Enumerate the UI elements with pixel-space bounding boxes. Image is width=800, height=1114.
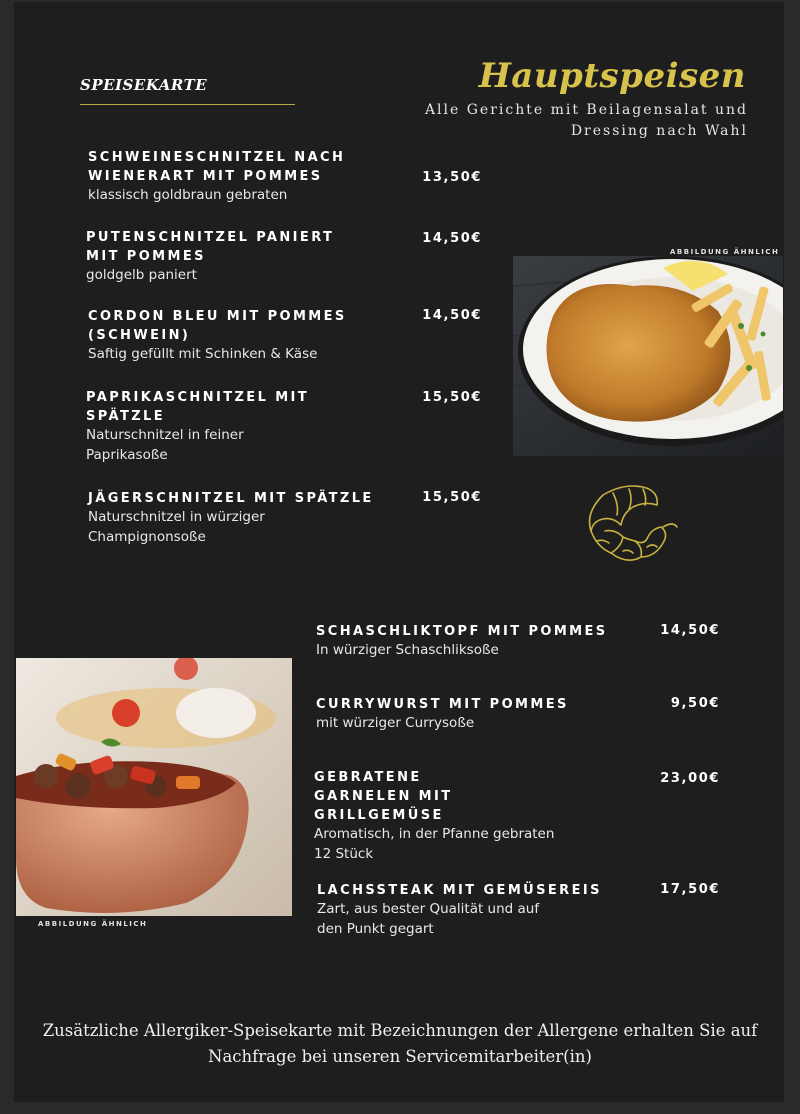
menu-item bbox=[88, 148, 378, 206]
dish-description: goldgelb paniert bbox=[86, 267, 197, 283]
menu-item bbox=[314, 768, 559, 864]
menu-item bbox=[86, 388, 316, 465]
dish-description: Naturschnitzel in feiner Paprikasoße bbox=[86, 427, 244, 463]
dish-name: JÄGERSCHNITZEL MIT SPÄTZLE bbox=[88, 491, 374, 506]
menu-item bbox=[316, 695, 636, 734]
dish-name: GEBRATENE GARNELEN MIT GRILLGEMÜSE bbox=[314, 770, 453, 823]
dish-price: 14,50€ bbox=[660, 623, 720, 638]
dish-price: 9,50€ bbox=[670, 696, 720, 711]
dish-price: 13,50€ bbox=[422, 170, 482, 185]
dish-description: Aromatisch, in der Pfanne gebraten 12 Stück bbox=[314, 826, 555, 862]
dish-name: CURRYWURST MIT POMMES bbox=[316, 697, 569, 712]
photo-caption: ABBILDUNG ÄHNLICH bbox=[38, 920, 148, 928]
dish-description: mit würziger Currysoße bbox=[316, 715, 475, 731]
brand-label: SPEISEKARTE bbox=[80, 76, 208, 94]
dish-name: CORDON BLEU MIT POMMES (SCHWEIN) bbox=[88, 309, 347, 343]
dish-description: Saftig gefüllt mit Schinken & Käse bbox=[88, 346, 318, 362]
dish-name: PUTENSCHNITZEL PANIERT MIT POMMES bbox=[86, 230, 335, 264]
dish-name: PAPRIKASCHNITZEL MIT SPÄTZLE bbox=[86, 390, 310, 424]
stew-photo bbox=[16, 658, 292, 916]
menu-item bbox=[317, 881, 617, 939]
dish-price: 23,00€ bbox=[660, 771, 720, 786]
page-subtitle: Alle Gerichte mit Beilagensalat und Dressing nach Wahl bbox=[424, 102, 748, 139]
dish-name: LACHSSTEAK MIT GEMÜSEREIS bbox=[317, 883, 602, 898]
dish-description: In würziger Schaschliksoße bbox=[316, 642, 499, 658]
dish-price: 15,50€ bbox=[422, 490, 482, 505]
allergen-note: Zusätzliche Allergiker-Speisekarte mit Bezeichnungen der Allergene erhalten Sie auf Nachfrage bei unseren Servicemitarbeiter(in) bbox=[42, 1021, 758, 1066]
page-title: Hauptspeisen bbox=[478, 56, 746, 96]
dish-name: SCHASCHLIKTOPF MIT POMMES bbox=[316, 624, 608, 639]
dish-price: 14,50€ bbox=[422, 231, 482, 246]
dish-description: Naturschnitzel in würziger Champignonsoße bbox=[88, 509, 265, 545]
dish-description: Zart, aus bester Qualität und auf den Punkt gegart bbox=[317, 901, 540, 937]
dish-name: SCHWEINESCHNITZEL NACH WIENERART MIT POMMES bbox=[88, 150, 346, 184]
dish-description: klassisch goldbraun gebraten bbox=[88, 187, 288, 203]
menu-item bbox=[86, 228, 346, 286]
dish-price: 15,50€ bbox=[422, 390, 482, 405]
brand-underline bbox=[80, 104, 295, 105]
photo-caption: ABBILDUNG ÄHNLICH bbox=[670, 248, 780, 256]
dish-price: 14,50€ bbox=[422, 308, 482, 323]
menu-item bbox=[316, 622, 636, 661]
menu-item bbox=[88, 489, 388, 547]
menu-item bbox=[88, 307, 378, 365]
dish-price: 17,50€ bbox=[660, 882, 720, 897]
schnitzel-photo bbox=[513, 256, 783, 456]
croissant-icon bbox=[583, 481, 679, 567]
